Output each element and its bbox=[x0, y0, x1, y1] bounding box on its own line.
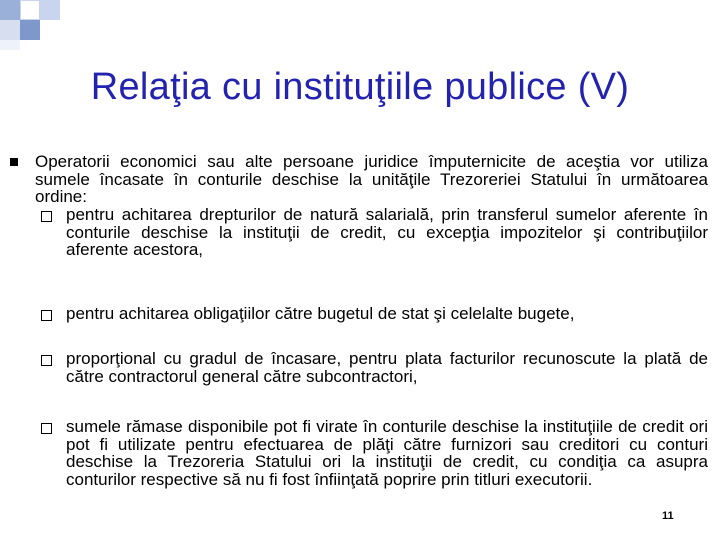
sub-bullet-text: proporţional cu gradul de încasare, pentru plata facturilor recunoscute la plată de către contractorul general către subcontractori, bbox=[66, 349, 708, 386]
main-bullet-text: Operatorii economici sau alte persoane juridice împuternicite de aceştia vor utiliza sumele încasate în conturile deschise la unităţile Trezoreriei Statului în următoarea ordine: bbox=[35, 152, 708, 207]
sub-bullet-text: pentru achitarea drepturilor de natură salarială, prin transferul sumelor aferente în conturile deschise la instituţii de credit, cu excepţia impozitelor şi contribuţiilor aferente acestora, bbox=[66, 205, 708, 260]
deco-square bbox=[0, 40, 20, 50]
sub-bullet-text: sumele rămase disponibile pot fi virate în conturile deschise la instituţiile de credit ori pot fi utilizate pentru efectuarea de plăţi către furnizori sau creditori cu conturi deschise la Trezoreria Statului ori la instituţii de credit, cu condiţia ca asupra conturilor respective să nu fi fost înfiinţată poprire prin titluri executorii. bbox=[66, 417, 708, 489]
deco-square bbox=[40, 0, 60, 20]
sub-bullet-text: pentru achitarea obligaţiilor către bugetul de stat şi celelalte bugete, bbox=[66, 304, 575, 323]
page-number: 11 bbox=[662, 510, 674, 522]
sub-bullet-marker bbox=[41, 423, 52, 434]
deco-square bbox=[0, 20, 20, 40]
sub-bullet-marker bbox=[41, 355, 52, 366]
sub-bullet-marker bbox=[41, 211, 52, 222]
deco-square bbox=[20, 0, 40, 20]
slide-title: Relaţia cu instituţiile publice (V) bbox=[90, 66, 630, 108]
main-bullet-marker bbox=[10, 158, 18, 166]
deco-square bbox=[0, 0, 20, 20]
deco-square bbox=[20, 20, 40, 40]
sub-bullet-marker bbox=[41, 310, 52, 321]
